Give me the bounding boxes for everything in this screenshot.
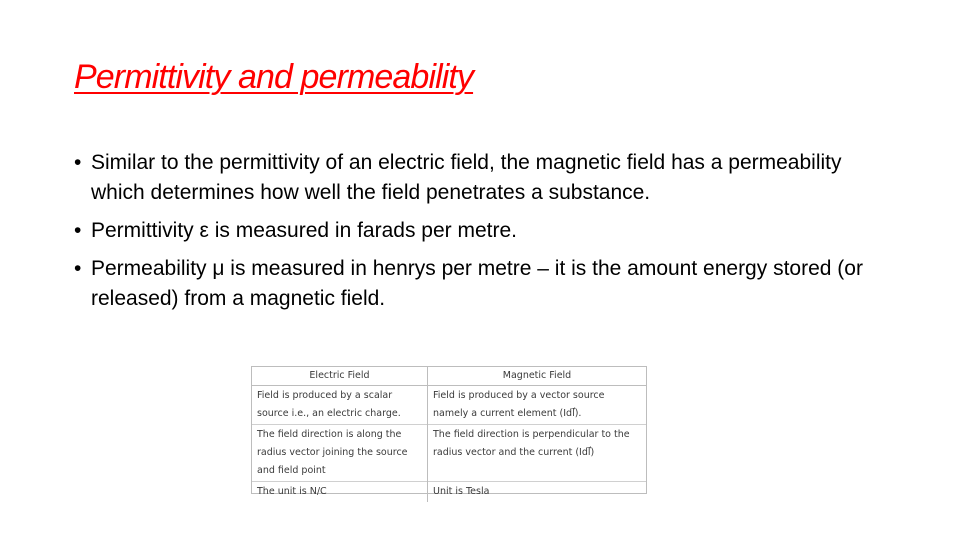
- table-cell: Field is produced by a vector source namely a current element (Idl⃗).: [428, 386, 647, 425]
- bullet-icon: •: [74, 219, 82, 242]
- bullet-list: [74, 148, 894, 322]
- comparison-table-image: [251, 366, 647, 497]
- bullet-text: Permeability μ is measured in henrys per metre – it is the amount energy stored (or released) from a magnetic field.: [91, 257, 863, 310]
- table-row: [252, 386, 646, 425]
- bullet-item: [74, 254, 894, 314]
- table-cell: Unit is Tesla: [428, 482, 647, 503]
- table-row: [252, 482, 646, 503]
- header-magnetic-field: Magnetic Field: [428, 367, 647, 386]
- bullet-text: Similar to the permittivity of an electric field, the magnetic field has a permeability which determines how well the field penetrates a substance.: [91, 151, 842, 204]
- bullet-item: [74, 148, 894, 208]
- table-row: [252, 425, 646, 482]
- table-header-row: [252, 367, 646, 386]
- header-electric-field: Electric Field: [252, 367, 428, 386]
- table-cell: The field direction is perpendicular to the radius vector and the current (Idl⃗): [428, 425, 647, 482]
- bullet-icon: •: [74, 257, 82, 280]
- bullet-text: Permittivity ε is measured in farads per metre.: [91, 219, 517, 242]
- table-cell: The unit is N/C: [252, 482, 428, 503]
- slide-title: Permittivity and permeability: [74, 58, 474, 96]
- bullet-icon: •: [74, 151, 82, 174]
- table-cell: Field is produced by a scalar source i.e., an electric charge.: [252, 386, 428, 425]
- comparison-table: [252, 367, 646, 502]
- bullet-item: [74, 216, 894, 246]
- table-cell: The field direction is along the radius vector joining the source and field point: [252, 425, 428, 482]
